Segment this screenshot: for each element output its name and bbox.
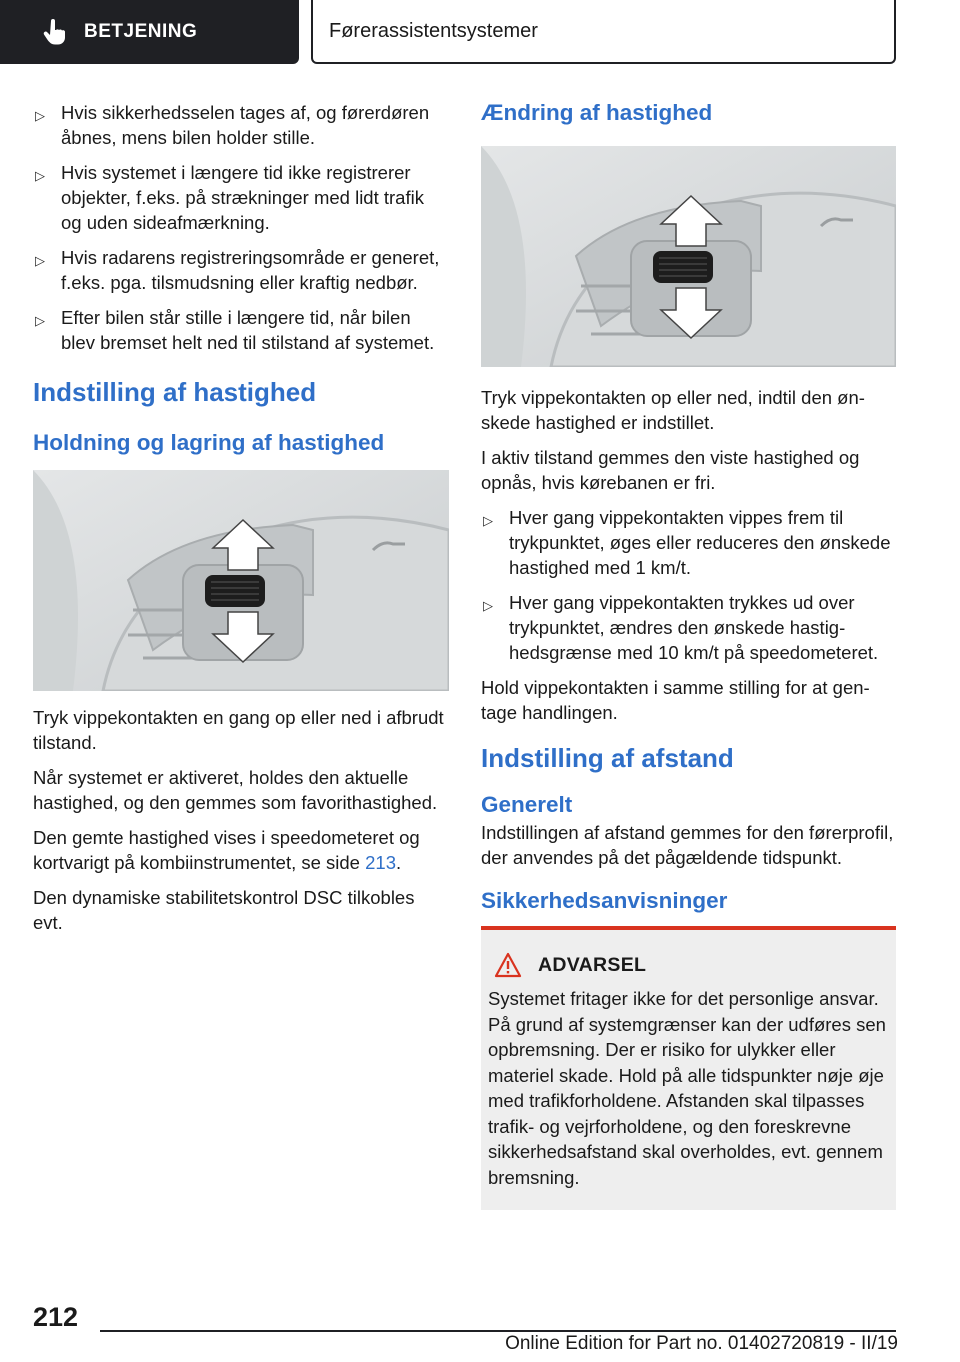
list-item: ▷ Efter bilen står stille i længere tid, når bilen blev bremset helt ned til stilstand af systemet.	[35, 307, 435, 353]
hand-pointer-icon	[40, 17, 70, 47]
triangle-bullet-icon: ▷	[35, 313, 45, 328]
right-bullet-list	[481, 505, 896, 665]
edition-text: Online Edition for Part no. 01402720819 - II/19	[505, 1333, 898, 1354]
heading-change-speed: Ændring af hastighed	[481, 100, 713, 125]
warning-text: Systemet fritager ikke for det personlige ansvar. På grund af systemgrænser kan der udføres sen opbremsning. Der er risiko for ulykker eller materiel skade. Hold på alle tidspunkter nøje øje med trafikforholdene. Afstanden skal tilpasses trafik- og vejrforholdene, og den foreskrevne sikkerhedsafstand skal overholdes, evt. gennem bremsning.	[488, 988, 886, 1188]
heading-safety: Sikkerhedsanvisninger	[481, 888, 728, 913]
warning-header	[488, 952, 888, 978]
triangle-bullet-icon: ▷	[35, 108, 45, 123]
page-reference-link[interactable]: 213	[365, 852, 396, 873]
list-item: ▷ Hvis systemet i længere tid ikke registrerer objekter, f.eks. på strækninger med lidt trafik og uden sideafmærkning.	[35, 162, 424, 233]
triangle-bullet-icon: ▷	[483, 598, 493, 613]
steering-wheel-rocker-image-2	[481, 146, 896, 367]
warning-triangle-icon	[494, 952, 522, 978]
page-number: 212	[33, 1302, 79, 1332]
paragraph-distance-stored: Indstillingen af afstand gemmes for den førerprofil, der anvendes på det pågældende tidspunkt.	[481, 822, 894, 868]
list-item: ▷ Hvis radarens registreringsområde er generet, f.eks. pga. tilsmudsning eller kraftig nedbør.	[35, 247, 440, 293]
heading-hold-store-speed: Holdning og lagring af hastighed	[33, 430, 385, 455]
paragraph-system-active: Når systemet er aktiveret, holdes den aktuelle hastighed, og den gemmes som favorithastighed.	[33, 767, 438, 813]
triangle-bullet-icon: ▷	[35, 253, 45, 268]
left-bullet-list	[33, 100, 449, 355]
left-column	[33, 100, 449, 945]
list-item: ▷ Hvis sikkerhedsselen tages af, og førerdøren åbnes, mens bilen holder stille.	[35, 102, 430, 148]
paragraph-stored-speed: Den gemte hastighed vises i speedometeret og kortvarigt på kombiinstrumentet, se side 213.	[33, 827, 420, 873]
heading-general: Generelt	[481, 792, 573, 817]
chapter-tab[interactable]	[0, 0, 299, 64]
warning-title: ADVARSEL	[538, 953, 647, 976]
paragraph-active-state: I aktiv tilstand gemmes den viste hastighed og opnås, hvis kørebanen er fri.	[481, 447, 860, 493]
list-item: ▷ Hver gang vippekontakten vippes frem til trykpunktet, øges eller reduceres den ønskede hastighed med 1 km/t.	[483, 507, 891, 578]
triangle-bullet-icon: ▷	[35, 168, 45, 183]
heading-set-distance: Indstilling af afstand	[481, 743, 734, 773]
triangle-bullet-icon: ▷	[483, 513, 493, 528]
section-title: Førerassistentsystemer	[329, 19, 538, 42]
paragraph-dsc: Den dynamiske stabilitetskontrol DSC tilkobles evt.	[33, 887, 415, 933]
paragraph-press-until-set: Tryk vippekontakten op eller ned, indtil den ønskede hastighed er indstillet.	[481, 387, 865, 433]
list-item: ▷ Hver gang vippekontakten trykkes ud over trykpunktet, ændres den ønskede hastighedsgrænse med 10 km/t på speedometeret.	[483, 592, 879, 663]
paragraph-hold-rocker: Hold vippekontakten i samme stilling for at gentage handlingen.	[481, 677, 870, 723]
steering-wheel-rocker-image	[33, 470, 449, 691]
section-header	[311, 0, 896, 64]
heading-set-speed: Indstilling af hastighed	[33, 377, 317, 407]
warning-box	[481, 926, 896, 1210]
paragraph-press-rocker: Tryk vippekontakten en gang op eller ned i afbrudt tilstand.	[33, 707, 444, 753]
right-column	[481, 100, 896, 1210]
chapter-tab-label: BETJENING	[84, 21, 198, 42]
footer-divider	[100, 1330, 896, 1332]
